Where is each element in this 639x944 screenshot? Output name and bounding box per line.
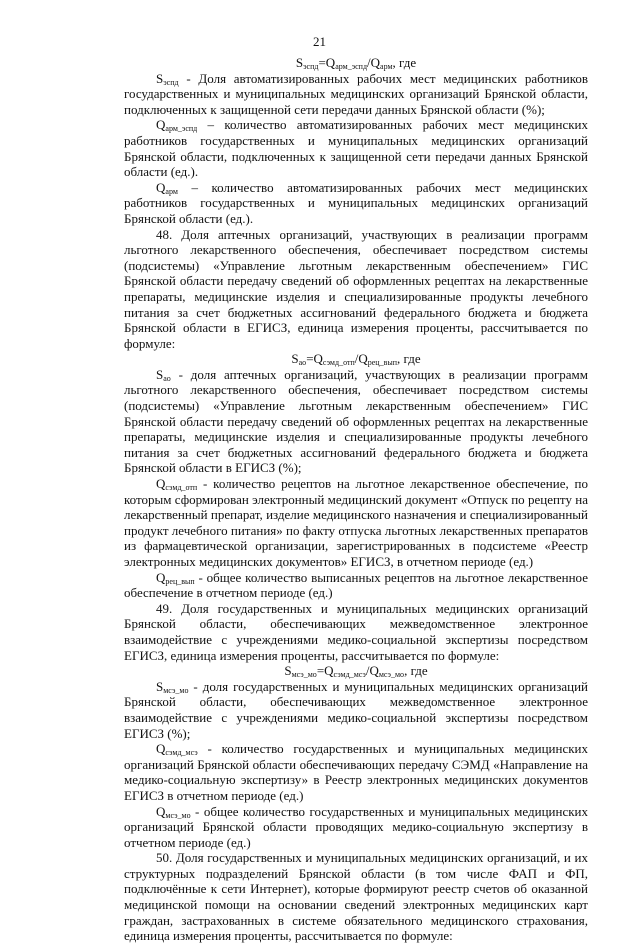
text-run: /Q <box>354 351 368 367</box>
text-run: Q <box>156 803 166 819</box>
text-run: =Q <box>318 55 336 70</box>
paragraph <box>124 741 588 803</box>
subscript: арм_эспд <box>335 62 368 71</box>
subscript: мсэ_мо <box>165 810 191 820</box>
text-run: Q <box>156 179 166 195</box>
subscript: сэмд_мсэ <box>333 670 366 680</box>
document-body <box>124 55 588 944</box>
text-run: S <box>156 70 164 86</box>
text-run: =Q <box>306 351 323 367</box>
text-run: S <box>156 366 164 382</box>
paragraph <box>124 601 588 663</box>
subscript: сэмд_мсэ <box>165 748 198 758</box>
text-run: – количество автоматизированных рабочих мест медицинских работников государственных и муниципальных медицинских организаций Брянской области, подключенных к защищенной сети передачи данных Брянской области (ед.). <box>124 117 588 180</box>
subscript: мсэ_мо <box>163 685 189 695</box>
text-run: Q <box>156 476 166 492</box>
paragraph <box>124 570 588 601</box>
text-run: - общее количество государственных и муниципальных медицинских организаций Брянской области проводящих медико-социальную экспертизу в отчетном периоде (ед.) <box>124 803 588 850</box>
subscript: ао <box>163 373 171 383</box>
formula <box>124 663 588 679</box>
paragraph <box>124 367 588 476</box>
text-run: S <box>291 351 299 367</box>
text-run: - Доля автоматизированных рабочих мест медицинских работников государственных и муниципальных медицинских организаций Брянской области, подключенных к защищенной сети передачи данных Брянской области (%); <box>124 70 588 117</box>
subscript: арм_эспд <box>165 124 198 134</box>
text-run: , где <box>397 351 421 367</box>
text-run: /Q <box>365 663 379 679</box>
paragraph <box>124 117 588 179</box>
text-run: - количество рецептов на льготное лекарственное обеспечение, по которым сформирован электронный медицинский документ «Отпуск по рецепту на лекарственный препарат, изделие медицинского назначения и специализированный продукт лечебного питания» по факту отпуска льготных лекарственных препаратов из фармацевтической организации, зарегистрированных в подсистеме «Реестр электронных медицинских документов» ЕГИСЗ, в отчетном периоде (ед.) <box>124 476 588 569</box>
subscript: эспд <box>303 62 319 71</box>
subscript: рец_вып <box>165 576 195 586</box>
text-run: - количество государственных и муниципальных медицинских организаций Брянской области обеспечивающих передачу СЭМД «Направление на медико-социальную экспертизу» в Реестр электронных медицинских документов ЕГИСЗ в отчетном периоде (ед.) <box>124 741 588 803</box>
text-run: 48. Доля аптечных организаций, участвующих в реализации программ льготного лекарственного обеспечения, обеспечивает посредством системы (подсистемы) «Управление льготным лекарственным обеспечением» ГИС Брянской области передачу сведений об оформленных рецептах на лекарственные препараты, медицинские изделия и специализированные продукты лечебного питания за счет бюджетных ассигнований федерального бюджета и бюджета Брянской области в ЕГИСЗ, единица измерения проценты, рассчитывается по формуле: <box>124 226 588 351</box>
subscript: сэмд_отп <box>165 483 198 493</box>
text-run: Q <box>156 117 166 133</box>
text-run: S <box>156 678 164 694</box>
paragraph <box>124 804 588 851</box>
paragraph <box>124 227 588 352</box>
text-run: , где <box>404 663 428 679</box>
paragraph <box>124 71 588 118</box>
text-run: /Q <box>367 55 381 70</box>
paragraph <box>124 850 588 944</box>
text-run: , где <box>392 55 417 70</box>
text-run: - доля государственных и муниципальных медицинских организаций Брянской области, обеспечивающих межведомственное электронное взаимодействие с учреждениями медико-социальной экспертизы посредством ЕГИСЗ (%); <box>124 678 588 741</box>
subscript: мсэ_мо <box>291 670 317 680</box>
text-run: – количество автоматизированных рабочих мест медицинских работников государственных и муниципальных медицинских организаций Брянской области (ед.). <box>124 179 588 226</box>
subscript: эспд <box>163 77 179 87</box>
formula <box>124 351 588 367</box>
subscript: рец_вып <box>367 358 398 368</box>
text-run: 49. Доля государственных и муниципальных медицинских организаций Брянской области, обеспечивающих межведомственное электронное взаимодействие с учреждениями медико-социальной экспертизы посредством ЕГИСЗ, единица измерения проценты, рассчитывается по формуле: <box>124 600 588 663</box>
text-run: =Q <box>316 663 334 679</box>
text-run: S <box>295 55 304 70</box>
subscript: сэмд_отп <box>322 358 355 368</box>
subscript: мсэ_мо <box>378 670 405 680</box>
paragraph <box>124 476 588 570</box>
text-run: - доля аптечных организаций, участвующих в реализации программ льготного лекарственного обеспечения, обеспечивает посредством системы (подсистемы) «Управление льготным лекарственным обеспечением» ГИС Брянской области передачу сведений об оформленных рецептах на лекарственные препараты, медицинские изделия и специализированные продукты лечебного питания за счет бюджетных ассигнований федерального бюджета и бюджета Брянской области в ЕГИСЗ (%); <box>124 366 588 476</box>
text-run: 50. Доля государственных и муниципальных медицинских организаций, и их структурных подразделений Брянской области (в том числе ФАП и ФП, подключённые к сети Интернет), которые формируют реестр счетов об оказанной медицинской помощи на основании сведений электронных медицинских карт граждан, застрахованных в системе обязательного медицинского страхования, единица измерения проценты, рассчитывается по формуле: <box>124 850 588 944</box>
paragraph <box>124 679 588 741</box>
formula <box>124 55 588 71</box>
page-number: 21 <box>313 34 326 49</box>
text-run: - общее количество выписанных рецептов на льготное лекарственное обеспечение в отчетном периоде (ед.) <box>124 569 588 601</box>
text-run: Q <box>156 741 166 757</box>
paragraph <box>124 180 588 227</box>
subscript: арм <box>380 62 393 71</box>
subscript: арм <box>165 186 178 196</box>
text-run: Q <box>156 569 166 585</box>
subscript: ао <box>298 358 307 368</box>
text-run: S <box>284 663 292 679</box>
